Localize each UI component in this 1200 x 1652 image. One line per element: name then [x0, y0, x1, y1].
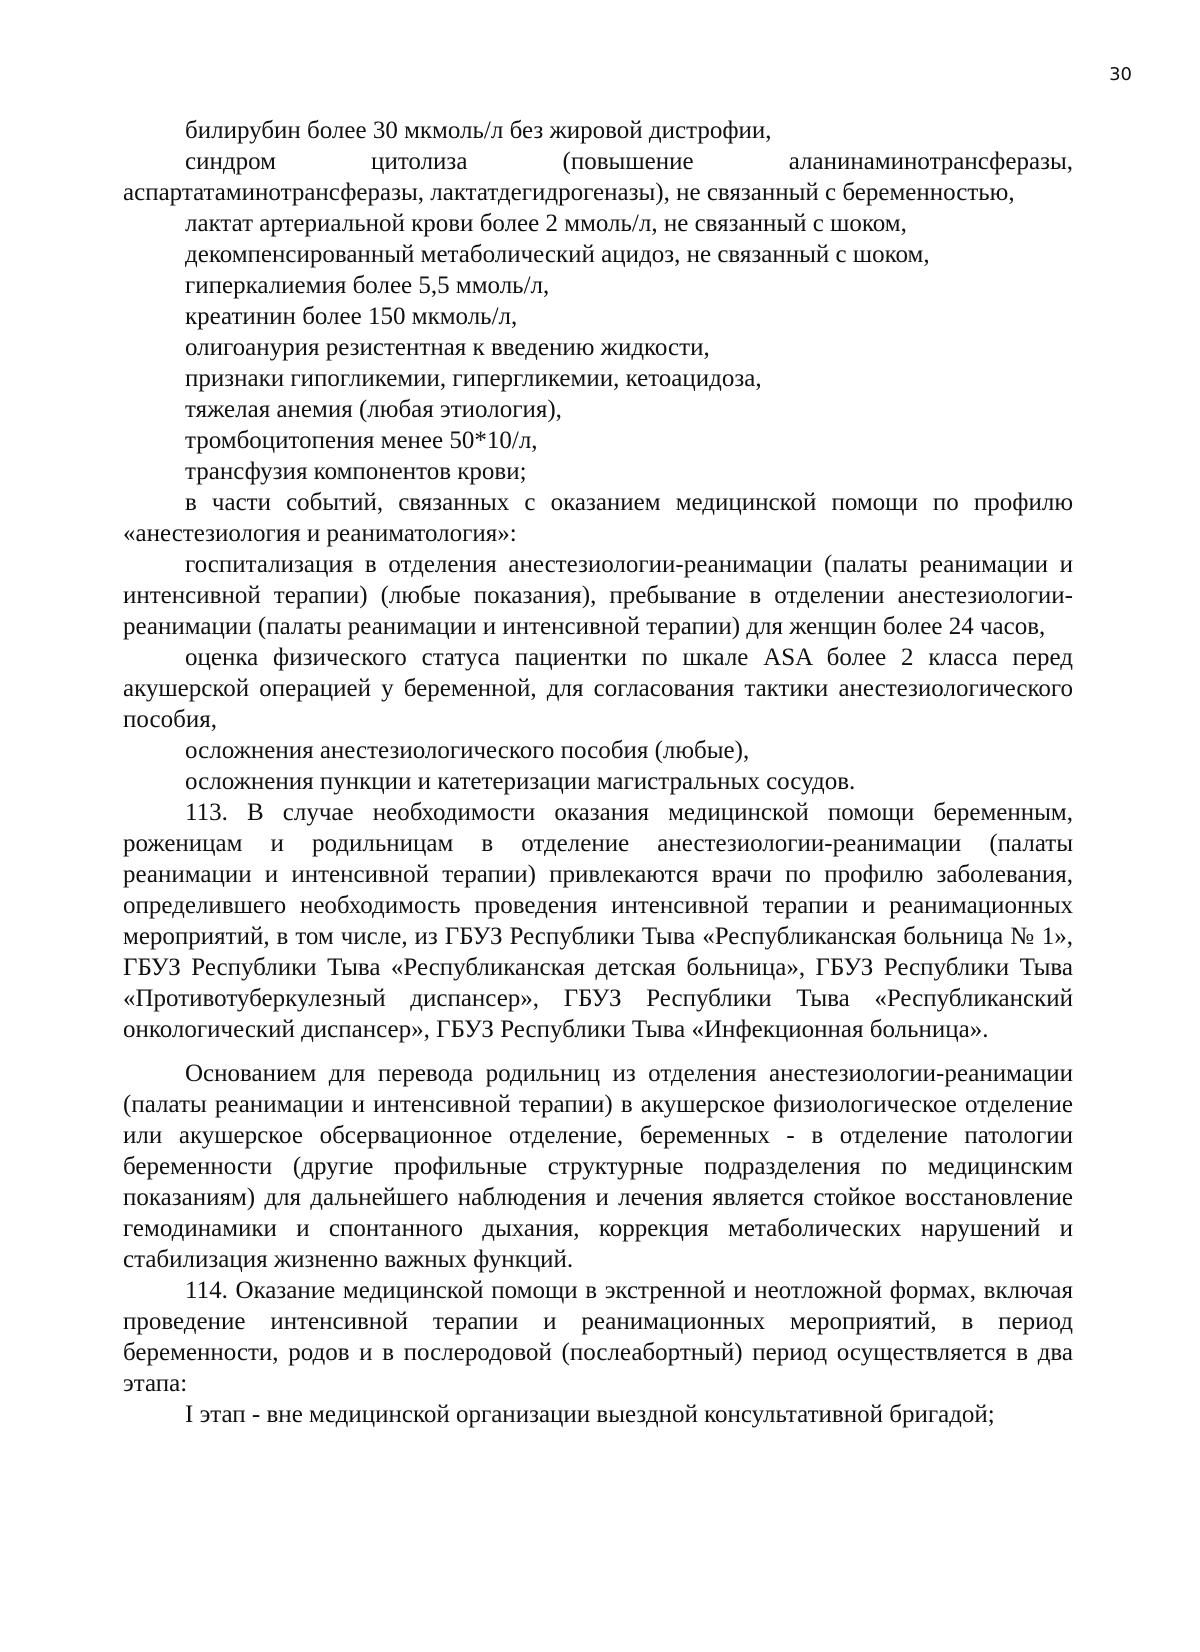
paragraph-cytolysis: синдром цитолиза (повышение аланинаминотрансферазы, аспартатаминотрансферазы, лактатдегидрогеназы), не связанный с беременностью, — [123, 148, 1073, 206]
paragraph-clause-113: 113. В случае необходимости оказания медицинской помощи беременным, роженицам и родильницам в отделение анестезиологии-реанимации (палаты реанимации и интенсивной терапии) привлекаются врачи по профилю заболевания, определившего необходимость проведения интенсивной терапии и реанимационных мероприятий, в том числе, из ГБУЗ Республики Тыва «Республиканская больница № 1», ГБУЗ Республики Тыва «Республиканская детская больница», ГБУЗ Республики Тыва «Противотуберкулезный диспансер», ГБУЗ Республики Тыва «Республиканский онкологический диспансер», ГБУЗ Республики Тыва «Инфекционная больница». — [123, 799, 1073, 1043]
paragraph-hospitalization: госпитализация в отделения анестезиологии-реанимации (палаты реанимации и интенсивной терапии) (любые показания), пребывание в отделении анестезиологии-реанимации (палаты реанимации и интенсивной терапии) для женщин более 24 часов, — [123, 551, 1073, 640]
paragraph-transfusion: трансфузия компонентов крови; — [185, 458, 527, 485]
paragraph-lactate: лактат артериальной крови более 2 ммоль/л, не связанный с шоком, — [185, 210, 907, 237]
paragraph-bilirubin: билирубин более 30 мкмоль/л без жировой дистрофии, — [185, 117, 772, 144]
paragraph-stage-1: I этап - вне медицинской организации выездной консультативной бригадой; — [185, 1401, 995, 1428]
paragraph-anemia: тяжелая анемия (любая этиология), — [185, 396, 562, 423]
paragraph-anesthesia-complications: осложнения анестезиологического пособия (любые), — [185, 737, 750, 764]
paragraph-vessel-complications: осложнения пункции и катетеризации магистральных сосудов. — [185, 768, 856, 795]
paragraph-creatinine: креатинин более 150 мкмоль/л, — [185, 303, 518, 330]
paragraph-hyperkalemia: гиперкалиемия более 5,5 ммоль/л, — [185, 272, 550, 299]
paragraph-transfer-basis: Основанием для перевода родильниц из отделения анестезиологии-реанимации (палаты реанимации и интенсивной терапии) в акушерское физиологическое отделение или акушерское обсервационное отделение, беременных - в отделение патологии беременности (другие профильные структурные подразделения по медицинским показаниям) для дальнейшего наблюдения и лечения является стойкое восстановление гемодинамики и спонтанного дыхания, коррекция метаболических нарушений и стабилизация жизненно важных функций. — [123, 1060, 1073, 1273]
paragraph-oliguria: олигоанурия резистентная к введению жидкости, — [185, 334, 710, 361]
paragraph-clause-114: 114. Оказание медицинской помощи в экстренной и неотложной формах, включая проведение интенсивной терапии и реанимационных мероприятий, в период беременности, родов и в послеродовой (послеабортный) период осуществляется в два этапа: — [123, 1277, 1073, 1397]
paragraph-anesthesiology-events: в части событий, связанных с оказанием медицинской помощи по профилю «анестезиология и реаниматология»: — [123, 489, 1073, 547]
page-number: 30 — [1109, 64, 1132, 85]
paragraph-asa-assessment: оценка физического статуса пациентки по шкале ASA более 2 класса перед акушерской операцией у беременной, для согласования тактики анестезиологического пособия, — [123, 644, 1073, 733]
paragraph-thrombocytopenia: тромбоцитопения менее 50*10/л, — [185, 427, 538, 454]
document-body — [123, 115, 1073, 1430]
paragraph-glycemia: признаки гипогликемии, гипергликемии, кетоацидоза, — [185, 365, 762, 392]
paragraph-acidosis: декомпенсированный метаболический ацидоз, не связанный с шоком, — [185, 241, 930, 268]
